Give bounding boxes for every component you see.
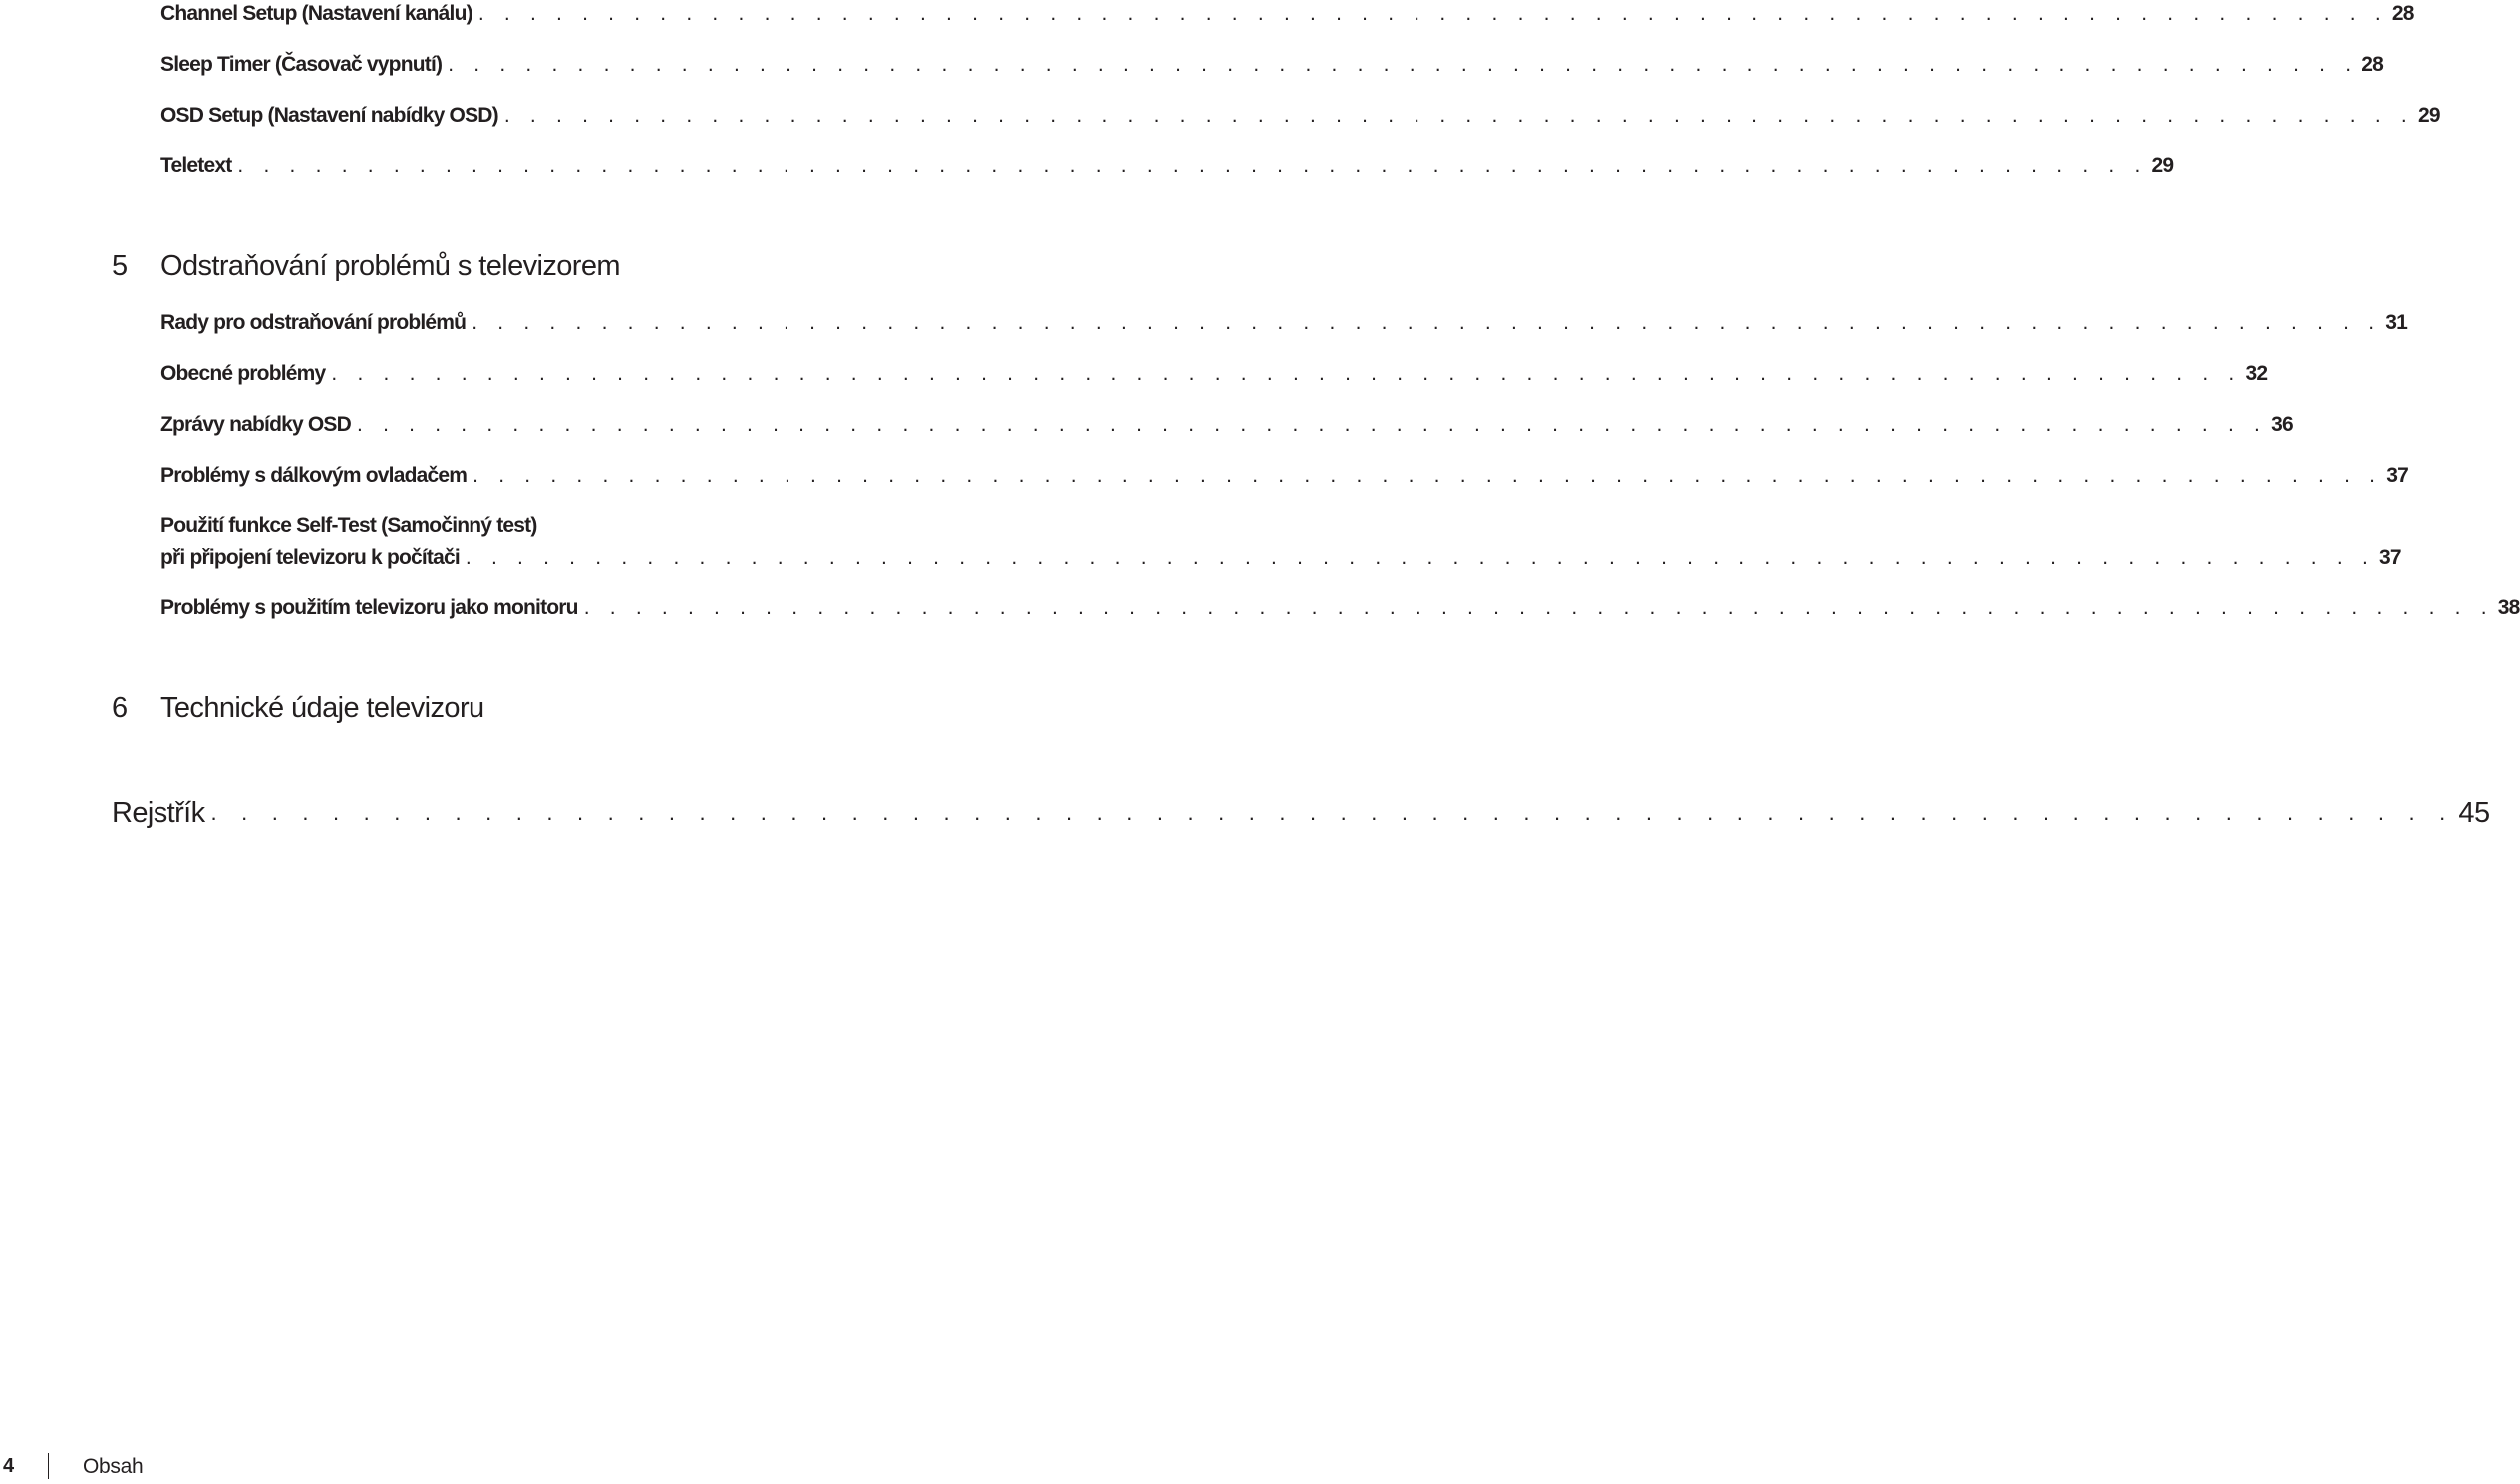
toc-entry-title: Sleep Timer (Časovač vypnutí) xyxy=(160,53,443,76)
dot-leader: . . . . . . . . . . . . . . . . . . . . . . . . . . . . . . . . . . . . . . . . . . . . . . . . . . . . . . . . . . . . . . . . . . . . . . . . . . xyxy=(357,413,2268,436)
toc-entry-dalkovy-ovladac[interactable] xyxy=(160,463,2408,489)
dot-leader: . . . . . . . . . . . . . . . . . . . . . . . . . . . . . . . . . . . . . . . . . . . . . . . . . . . . . . . . . . . . . . . . . . . . . . . . . . xyxy=(331,362,2242,385)
chapter-title: Odstraňování problémů s televizorem xyxy=(160,250,620,282)
toc-entry-title: Zprávy nabídky OSD xyxy=(160,413,351,436)
toc-entry-title: Teletext xyxy=(160,154,232,177)
toc-entry-index[interactable] xyxy=(112,796,2490,830)
dot-leader: . . . . . . . . . . . . . . . . . . . . . . . . . . . . . . . . . . . . . . . . . . . . . . . . . . . . . . . . . . . . . . . . . . . . . . . . . . xyxy=(472,464,2383,487)
toc-entry-page: 38 xyxy=(2497,596,2520,619)
toc-entry-page: 28 xyxy=(2391,2,2414,25)
chapter-title: Technické údaje televizoru xyxy=(160,692,484,724)
toc-entry-page: 37 xyxy=(2378,546,2401,569)
toc-entry-page: 31 xyxy=(2385,311,2408,334)
toc-entry-rady[interactable] xyxy=(160,310,2408,336)
index-title: Rejstřík xyxy=(112,797,205,829)
toc-entry-title: Channel Setup (Nastavení kanálu) xyxy=(160,2,472,25)
toc-entry-obecne[interactable] xyxy=(160,361,2268,387)
dot-leader: . . . . . . . . . . . . . . . . . . . . . . . . . . . . . . . . . . . . . . . . . . . . . . . . . . . . . . . . . . . . . . . . . . . . . . . . . . xyxy=(477,2,2388,25)
toc-entry-title: OSD Setup (Nastavení nabídky OSD) xyxy=(160,104,498,127)
toc-entry-page: 29 xyxy=(2417,104,2440,127)
chapter-heading-5[interactable] xyxy=(112,249,957,283)
chapter-heading-6[interactable] xyxy=(112,691,957,725)
toc-entry-title: Rady pro odstraňování problémů xyxy=(160,311,467,334)
page-footer xyxy=(0,1453,299,1481)
toc-entry-title: Problémy s dálkovým ovladačem xyxy=(160,464,468,487)
toc-entry-monitor[interactable] xyxy=(160,595,2520,621)
toc-entry-page: 32 xyxy=(2245,362,2268,385)
dot-leader: . . . . . . . . . . . . . . . . . . . . . . . . . . . . . . . . . . . . . . . . . . . . . . . . . . . . . . . . . . . . . . . . . . . . . . . . . . xyxy=(503,104,2414,127)
toc-entry-channel-setup[interactable] xyxy=(160,1,2414,27)
chapter-number: 6 xyxy=(112,692,128,724)
toc-entry-sleep-timer[interactable] xyxy=(160,52,2384,78)
toc-entry-teletext[interactable] xyxy=(160,153,2174,179)
footer-section-name: Obsah xyxy=(83,1455,144,1478)
toc-entry-page: 28 xyxy=(2362,53,2384,76)
dot-leader: . . . . . . . . . . . . . . . . . . . . . . . . . . . . . . . . . . . . . . . . . . . . . . . . . . . . . . . . . . . . . . . . . . . . . . . . . . xyxy=(210,800,2455,825)
toc-entry-page: 29 xyxy=(2151,154,2174,177)
dot-leader: . . . . . . . . . . . . . . . . . . . . . . . . . . . . . . . . . . . . . . . . . . . . . . . . . . . . . . . . . . . . . . . . . . . . . . . . . . xyxy=(583,596,2494,619)
toc-entry-title-line2: při připojení televizoru k počítači xyxy=(160,546,460,569)
footer-divider xyxy=(48,1453,49,1479)
dot-leader: . . . . . . . . . . . . . . . . . . . . . . . . . . . . . . . . . . . . . . . . . . . . . . . . . . . . . . . . . . . . . . . . . . . . . . . . . . xyxy=(472,311,2382,334)
toc-entry-self-test[interactable] xyxy=(160,513,2401,571)
dot-leader: . . . . . . . . . . . . . . . . . . . . . . . . . . . . . . . . . . . . . . . . . . . . . . . . . . . . . . . . . . . . . . . . . . . . . . . . . . xyxy=(448,53,2359,76)
toc-entry-zpravy-osd[interactable] xyxy=(160,412,2293,438)
dot-leader: . . . . . . . . . . . . . . . . . . . . . . . . . . . . . . . . . . . . . . . . . . . . . . . . . . . . . . . . . . . . . . . . . . . . . . . . . . xyxy=(465,546,2375,569)
toc-entry-page: 36 xyxy=(2271,413,2293,436)
toc-entry-title: Obecné problémy xyxy=(160,362,326,385)
page-number: 4 xyxy=(3,1455,15,1477)
index-page: 45 xyxy=(2458,797,2490,829)
toc-entry-title-line1: Použití funkce Self-Test (Samočinný test) xyxy=(160,514,537,537)
toc-entry-osd-setup[interactable] xyxy=(160,103,2440,129)
dot-leader: . . . . . . . . . . . . . . . . . . . . . . . . . . . . . . . . . . . . . . . . . . . . . . . . . . . . . . . . . . . . . . . . . . . . . . . . . . xyxy=(237,154,2148,177)
toc-entry-page: 37 xyxy=(2386,464,2408,487)
chapter-number: 5 xyxy=(112,250,128,282)
toc-entry-title: Problémy s použitím televizoru jako monitoru xyxy=(160,596,578,619)
